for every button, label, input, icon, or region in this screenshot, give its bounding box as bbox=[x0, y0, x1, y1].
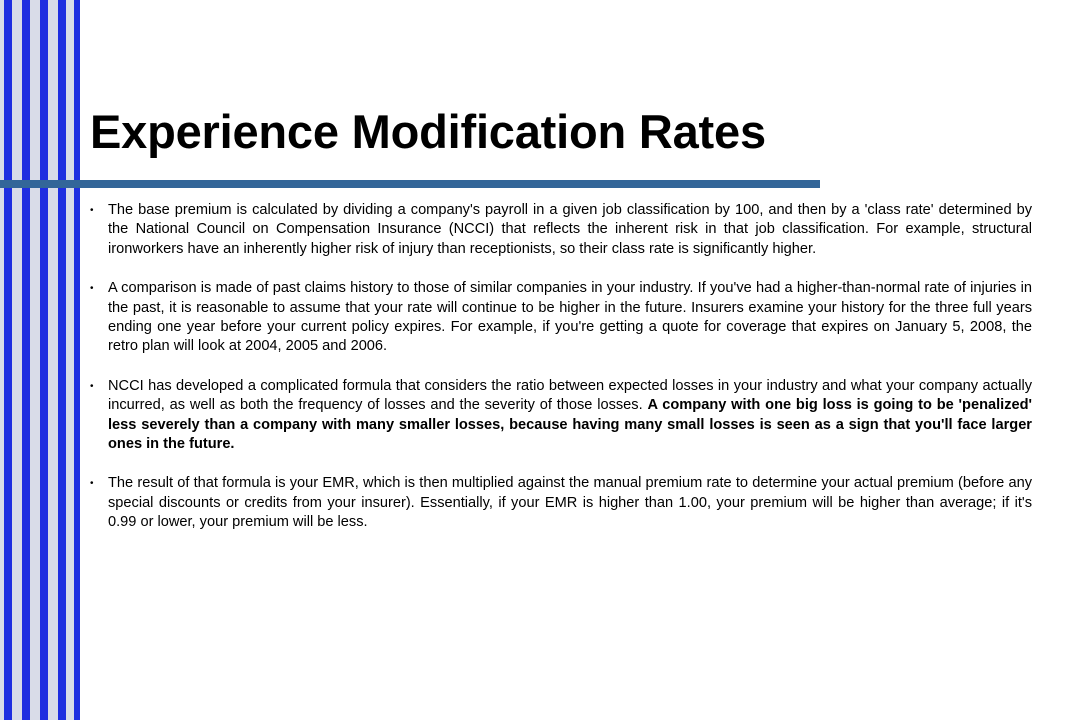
bullet-list bbox=[90, 201, 1032, 553]
bullet-item bbox=[90, 279, 1032, 357]
bullet-item bbox=[90, 377, 1032, 455]
stripe bbox=[74, 0, 80, 720]
title-underline-bar bbox=[0, 180, 820, 188]
decorative-stripes bbox=[0, 0, 82, 720]
bullet-item bbox=[90, 201, 1032, 259]
bullet-text: The base premium is calculated by dividing a company's payroll in a given job classification by 100, and then by a 'class rate' determined by the National Council on Compensation Insurance (NCCI) that reflects the inherent risk in that job classification. For example, structural ironworkers have an inherently higher risk of injury than receptionists, so their class rate is significantly higher. bbox=[108, 202, 1032, 257]
stripe bbox=[12, 0, 22, 720]
bullet-icon: • bbox=[90, 205, 94, 216]
stripe bbox=[4, 0, 12, 720]
stripe bbox=[22, 0, 30, 720]
bullet-text: The result of that formula is your EMR, which is then multiplied against the manual premium rate to determine your actual premium (before any special discounts or credits from your insurer). Essentially, if your EMR is higher than 1.00, your premium will be higher than average; if it's 0.99 or lower, your premium will be less. bbox=[108, 475, 1032, 531]
bullet-text: NCCI has developed a complicated formula that considers the ratio between expected losses in your industry and what your company actually incurred, as well as both the frequency of losses and the severity of those losses. bbox=[108, 377, 1032, 414]
bullet-bold-text: A company with one big loss is going to be 'penalized' less severely than a company with many smaller losses, because having many small losses is seen as a sign that you'll face larger ones in the future. bbox=[108, 397, 1033, 453]
stripe bbox=[30, 0, 40, 720]
bullet-item bbox=[90, 474, 1032, 532]
bullet-text: A comparison is made of past claims history to those of similar companies in your industry. If you've had a higher-than-normal rate of injuries in the past, it is reasonable to assume that your rate will continue to be higher in the future. Insurers examine your history for the three full years ending one year before your current policy expires. For example, if you're getting a quote for coverage that expires on January 5, 2008, the retro plan will look at 2004, 2005 and 2006. bbox=[108, 280, 1032, 355]
stripe bbox=[66, 0, 74, 720]
stripe bbox=[40, 0, 48, 720]
bullet-icon: • bbox=[90, 380, 94, 392]
slide-title: Experience Modification Rates bbox=[90, 105, 766, 158]
bullet-icon: • bbox=[90, 283, 94, 295]
stripe bbox=[48, 0, 58, 720]
stripe bbox=[58, 0, 66, 720]
bullet-icon: • bbox=[90, 478, 94, 490]
